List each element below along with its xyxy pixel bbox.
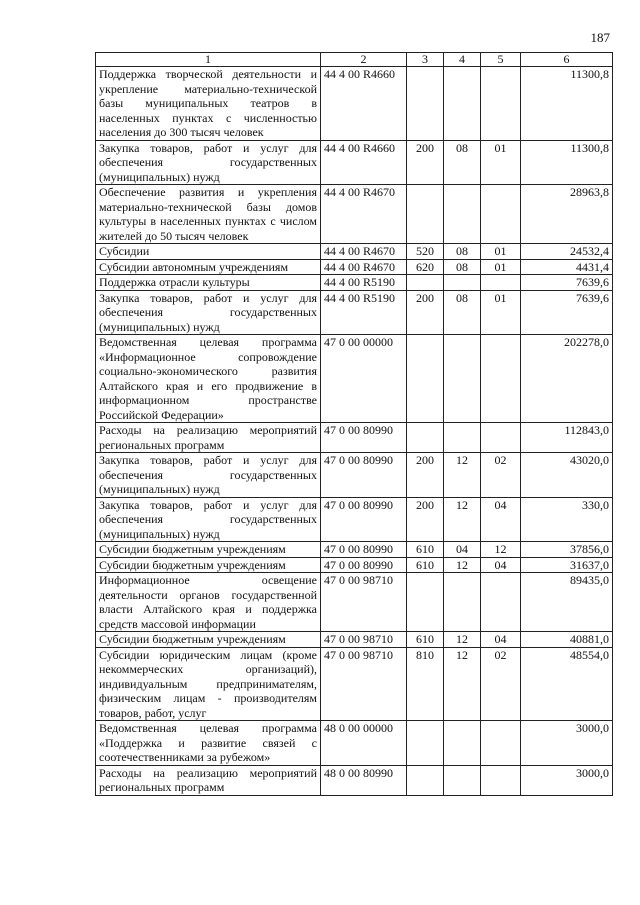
table-row [96, 765, 613, 795]
expense-name: Субсидии бюджетным учреждениям [96, 542, 321, 558]
subsection-code: 12 [481, 542, 521, 558]
expense-type [407, 185, 444, 244]
amount: 11300,8 [521, 140, 613, 185]
expense-type: 200 [407, 453, 444, 498]
section-code: 12 [444, 453, 481, 498]
expense-type: 200 [407, 497, 444, 542]
subsection-code [481, 423, 521, 453]
expense-name: Закупка товаров, работ и услуг для обеспечения государственных (муниципальных) нужд [96, 497, 321, 542]
expense-type: 520 [407, 244, 444, 260]
table-row [96, 497, 613, 542]
expense-type [407, 423, 444, 453]
header-cell: 2 [321, 53, 407, 67]
expense-name: Ведомственная целевая программа «Информационное сопровождение социально-экономического развития Алтайского края и его продвижение в информационном пространстве Российской Федерации» [96, 335, 321, 423]
section-code: 08 [444, 244, 481, 260]
section-code [444, 573, 481, 632]
section-code [444, 185, 481, 244]
table-row [96, 573, 613, 632]
target-code: 47 0 00 98710 [321, 647, 407, 721]
expense-name: Поддержка творческой деятельности и укрепление материально-технической базы муниципальных театров в населенных пунктах с численностью населения до 300 тысяч человек [96, 67, 321, 141]
section-code [444, 67, 481, 141]
subsection-code: 01 [481, 140, 521, 185]
subsection-code: 01 [481, 244, 521, 260]
subsection-code: 02 [481, 453, 521, 498]
section-code [444, 721, 481, 766]
expense-type [407, 67, 444, 141]
section-code: 08 [444, 290, 481, 335]
table-row [96, 67, 613, 141]
section-code: 12 [444, 557, 481, 573]
expense-type: 200 [407, 290, 444, 335]
table-row [96, 721, 613, 766]
subsection-code [481, 721, 521, 766]
header-cell: 5 [481, 53, 521, 67]
table-row [96, 335, 613, 423]
section-code [444, 423, 481, 453]
amount: 40881,0 [521, 632, 613, 648]
subsection-code [481, 765, 521, 795]
amount: 202278,0 [521, 335, 613, 423]
target-code: 47 0 00 80990 [321, 497, 407, 542]
expense-name: Субсидии юридическим лицам (кроме некоммерческих организаций), индивидуальным предпринимателям, физическим лицам - производителям товаров, работ, услуг [96, 647, 321, 721]
amount: 28963,8 [521, 185, 613, 244]
expense-type: 610 [407, 557, 444, 573]
table-row [96, 647, 613, 721]
amount: 7639,6 [521, 290, 613, 335]
section-code: 12 [444, 497, 481, 542]
section-code: 08 [444, 140, 481, 185]
expense-name: Субсидии бюджетным учреждениям [96, 557, 321, 573]
target-code: 47 0 00 80990 [321, 453, 407, 498]
subsection-code [481, 335, 521, 423]
header-cell: 3 [407, 53, 444, 67]
expense-type: 610 [407, 542, 444, 558]
subsection-code: 04 [481, 557, 521, 573]
header-row [96, 53, 613, 67]
table-row [96, 290, 613, 335]
expense-name: Ведомственная целевая программа «Поддержка и развитие связей с соотечественниками за рубежом» [96, 721, 321, 766]
target-code: 44 4 00 R4670 [321, 259, 407, 275]
subsection-code [481, 275, 521, 291]
expense-name: Информационное освещение деятельности органов государственной власти Алтайского края и поддержка средств массовой информации [96, 573, 321, 632]
amount: 330,0 [521, 497, 613, 542]
amount: 3000,0 [521, 721, 613, 766]
subsection-code: 04 [481, 497, 521, 542]
target-code: 48 0 00 80990 [321, 765, 407, 795]
table-row [96, 185, 613, 244]
subsection-code: 01 [481, 259, 521, 275]
expense-name: Обеспечение развития и укрепления материально-технической базы домов культуры в населенных пунктах с числом жителей до 50 тысяч человек [96, 185, 321, 244]
target-code: 47 0 00 80990 [321, 542, 407, 558]
section-code: 12 [444, 647, 481, 721]
table-row [96, 542, 613, 558]
target-code: 44 4 00 R5190 [321, 290, 407, 335]
amount: 7639,6 [521, 275, 613, 291]
table-row [96, 244, 613, 260]
amount: 89435,0 [521, 573, 613, 632]
page-number: 187 [590, 30, 610, 45]
expense-name: Субсидии [96, 244, 321, 260]
section-code [444, 765, 481, 795]
section-code [444, 335, 481, 423]
expense-name: Поддержка отрасли культуры [96, 275, 321, 291]
table-row [96, 632, 613, 648]
expense-type [407, 721, 444, 766]
subsection-code [481, 573, 521, 632]
expense-name: Субсидии бюджетным учреждениям [96, 632, 321, 648]
header-cell: 4 [444, 53, 481, 67]
target-code: 44 4 00 R4660 [321, 140, 407, 185]
target-code: 47 0 00 98710 [321, 573, 407, 632]
table-row [96, 423, 613, 453]
table-row [96, 140, 613, 185]
amount: 24532,4 [521, 244, 613, 260]
expense-type: 200 [407, 140, 444, 185]
budget-table [95, 52, 613, 796]
expense-name: Закупка товаров, работ и услуг для обеспечения государственных (муниципальных) нужд [96, 290, 321, 335]
target-code: 44 4 00 R4670 [321, 244, 407, 260]
expense-type: 810 [407, 647, 444, 721]
target-code: 47 0 00 80990 [321, 557, 407, 573]
expense-name: Закупка товаров, работ и услуг для обеспечения государственных (муниципальных) нужд [96, 140, 321, 185]
expense-type [407, 275, 444, 291]
target-code: 47 0 00 00000 [321, 335, 407, 423]
amount: 48554,0 [521, 647, 613, 721]
expense-type [407, 573, 444, 632]
amount: 3000,0 [521, 765, 613, 795]
table-row [96, 453, 613, 498]
expense-type: 610 [407, 632, 444, 648]
section-code: 12 [444, 632, 481, 648]
expense-type [407, 765, 444, 795]
subsection-code: 02 [481, 647, 521, 721]
header-cell: 1 [96, 53, 321, 67]
amount: 112843,0 [521, 423, 613, 453]
expense-type: 620 [407, 259, 444, 275]
amount: 31637,0 [521, 557, 613, 573]
subsection-code [481, 67, 521, 141]
expense-type [407, 335, 444, 423]
subsection-code: 01 [481, 290, 521, 335]
table-row [96, 557, 613, 573]
header-cell: 6 [521, 53, 613, 67]
target-code: 44 4 00 R4670 [321, 185, 407, 244]
target-code: 47 0 00 98710 [321, 632, 407, 648]
section-code: 04 [444, 542, 481, 558]
expense-name: Расходы на реализацию мероприятий региональных программ [96, 423, 321, 453]
section-code [444, 275, 481, 291]
amount: 43020,0 [521, 453, 613, 498]
target-code: 47 0 00 80990 [321, 423, 407, 453]
target-code: 44 4 00 R5190 [321, 275, 407, 291]
amount: 11300,8 [521, 67, 613, 141]
expense-name: Расходы на реализацию мероприятий региональных программ [96, 765, 321, 795]
amount: 37856,0 [521, 542, 613, 558]
amount: 4431,4 [521, 259, 613, 275]
table-row [96, 259, 613, 275]
subsection-code [481, 185, 521, 244]
section-code: 08 [444, 259, 481, 275]
target-code: 48 0 00 00000 [321, 721, 407, 766]
target-code: 44 4 00 R4660 [321, 67, 407, 141]
subsection-code: 04 [481, 632, 521, 648]
table-row [96, 275, 613, 291]
expense-name: Субсидии автономным учреждениям [96, 259, 321, 275]
expense-name: Закупка товаров, работ и услуг для обеспечения государственных (муниципальных) нужд [96, 453, 321, 498]
